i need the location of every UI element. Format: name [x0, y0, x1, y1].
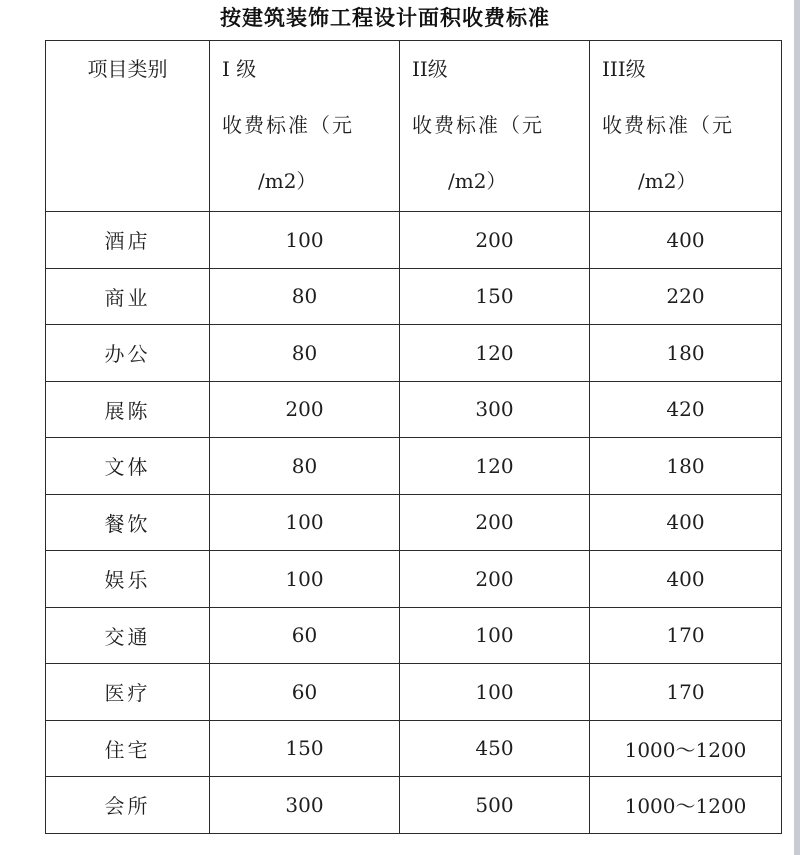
fee-level-2: 500	[400, 777, 590, 834]
header-level-2-unit: /m2）	[448, 169, 507, 193]
fee-level-1: 60	[210, 664, 400, 721]
row-category: 商业	[46, 268, 210, 325]
header-level-2	[400, 41, 590, 212]
fee-level-3: 400	[590, 551, 782, 608]
fee-level-3: 400	[590, 212, 782, 269]
fee-table-body	[46, 212, 782, 834]
fee-table-header	[46, 41, 782, 212]
row-category: 会所	[46, 777, 210, 834]
fee-level-2: 450	[400, 720, 590, 777]
fee-level-1: 80	[210, 325, 400, 382]
fee-level-2: 200	[400, 551, 590, 608]
fee-level-2: 300	[400, 381, 590, 438]
fee-level-3: 400	[590, 494, 782, 551]
row-category: 酒店	[46, 212, 210, 269]
table-row	[46, 777, 782, 834]
fee-level-2: 100	[400, 664, 590, 721]
fee-level-1: 100	[210, 212, 400, 269]
fee-level-1: 80	[210, 438, 400, 495]
header-level-3	[590, 41, 782, 212]
fee-level-1: 100	[210, 551, 400, 608]
fee-level-3: 1000～1200	[590, 777, 782, 834]
fee-table	[45, 40, 782, 834]
table-row	[46, 438, 782, 495]
fee-level-1: 200	[210, 381, 400, 438]
table-row	[46, 720, 782, 777]
row-category: 餐饮	[46, 494, 210, 551]
header-level-3-unit: /m2）	[638, 169, 697, 193]
header-level-3-label: III级	[602, 57, 646, 81]
fee-level-1: 80	[210, 268, 400, 325]
fee-level-2: 150	[400, 268, 590, 325]
header-row	[46, 41, 782, 212]
header-level-1	[210, 41, 400, 212]
header-level-1-unit: /m2）	[258, 169, 317, 193]
fee-level-1: 300	[210, 777, 400, 834]
row-category: 文体	[46, 438, 210, 495]
fee-level-3: 180	[590, 438, 782, 495]
table-row	[46, 381, 782, 438]
page-edge-divider	[794, 0, 800, 855]
header-category: 项目类别	[46, 41, 210, 212]
table-row	[46, 607, 782, 664]
fee-level-3: 170	[590, 607, 782, 664]
row-category: 展陈	[46, 381, 210, 438]
row-category: 住宅	[46, 720, 210, 777]
fee-level-3: 180	[590, 325, 782, 382]
row-category: 办公	[46, 325, 210, 382]
header-level-3-fee-label: 收费标准（元	[602, 113, 734, 137]
fee-level-2: 200	[400, 494, 590, 551]
fee-level-2: 200	[400, 212, 590, 269]
page-title: 按建筑装饰工程设计面积收费标准	[220, 6, 550, 30]
fee-level-1: 150	[210, 720, 400, 777]
fee-level-2: 120	[400, 438, 590, 495]
table-row	[46, 268, 782, 325]
fee-level-2: 100	[400, 607, 590, 664]
fee-level-1: 100	[210, 494, 400, 551]
fee-level-3: 1000～1200	[590, 720, 782, 777]
row-category: 娱乐	[46, 551, 210, 608]
row-category: 交通	[46, 607, 210, 664]
header-level-2-fee-label: 收费标准（元	[412, 113, 544, 137]
table-row	[46, 494, 782, 551]
fee-level-3: 220	[590, 268, 782, 325]
fee-level-2: 120	[400, 325, 590, 382]
table-row	[46, 212, 782, 269]
table-row	[46, 551, 782, 608]
header-level-1-label: I 级	[222, 57, 257, 81]
row-category: 医疗	[46, 664, 210, 721]
fee-level-3: 420	[590, 381, 782, 438]
header-level-1-fee-label: 收费标准（元	[222, 113, 354, 137]
header-level-2-label: II级	[412, 57, 448, 81]
fee-level-1: 60	[210, 607, 400, 664]
table-row	[46, 664, 782, 721]
fee-level-3: 170	[590, 664, 782, 721]
table-row	[46, 325, 782, 382]
